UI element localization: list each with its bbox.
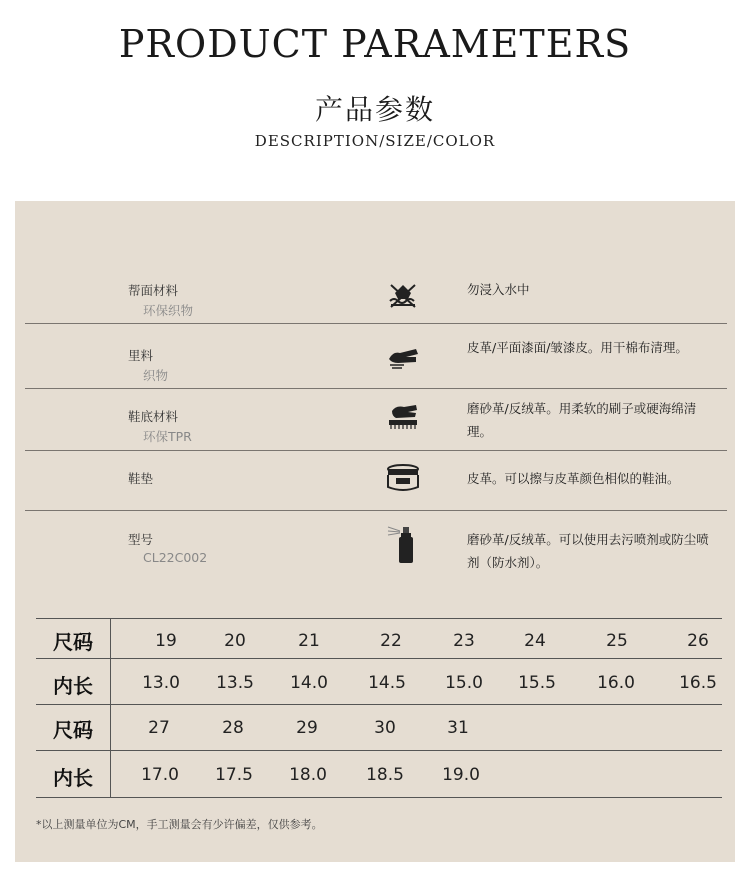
size-cell: 28 (222, 718, 244, 738)
param-label: 帮面材料 (128, 283, 179, 298)
size-cell: 30 (374, 718, 396, 738)
length-cell: 16.0 (597, 673, 635, 693)
spray-can-icon (386, 521, 420, 565)
length-cell: 18.5 (366, 765, 404, 785)
table-rule (36, 750, 722, 751)
measurement-note: *以上测量单位为CM，手工测量会有少许偏差，仅供参考。 (36, 818, 323, 831)
param-care: 磨砂革/反绒革。用柔软的刷子或硬海绵清理。 (467, 401, 697, 439)
divider (25, 450, 727, 451)
param-care: 皮革。可以擦与皮革颜色相似的鞋油。 (467, 471, 680, 486)
table-rule (36, 618, 722, 619)
param-care: 皮革/平面漆面/皱漆皮。用干棉布清理。 (467, 340, 688, 355)
parameters-panel (15, 201, 735, 862)
length-cell: 13.5 (216, 673, 254, 693)
divider (25, 388, 727, 389)
shoe-polish-icon (386, 463, 420, 493)
param-value: 环保织物 (143, 303, 194, 318)
size-cell: 31 (447, 718, 469, 738)
table-column-rule (110, 618, 111, 797)
param-label: 鞋垫 (128, 471, 154, 486)
length-cell: 19.0 (442, 765, 480, 785)
param-value: CL22C002 (143, 550, 208, 565)
size-cell: 26 (687, 631, 709, 651)
divider (25, 323, 727, 324)
size-cell: 19 (155, 631, 177, 651)
size-header: 尺码 (53, 718, 93, 742)
table-rule (36, 704, 722, 705)
param-label: 型号 (128, 532, 154, 547)
cloth-wipe-icon (386, 341, 420, 371)
size-cell: 29 (296, 718, 318, 738)
length-cell: 16.5 (679, 673, 717, 693)
length-header: 内长 (53, 674, 93, 698)
length-header: 内长 (53, 766, 93, 790)
param-care: 勿浸入水中 (467, 282, 530, 297)
length-cell: 14.5 (368, 673, 406, 693)
size-cell: 25 (606, 631, 628, 651)
length-cell: 14.0 (290, 673, 328, 693)
length-cell: 13.0 (142, 673, 180, 693)
size-cell: 27 (148, 718, 170, 738)
param-label: 鞋底材料 (128, 409, 179, 424)
size-cell: 22 (380, 631, 402, 651)
length-cell: 15.0 (445, 673, 483, 693)
length-cell: 15.5 (518, 673, 556, 693)
param-label: 里料 (128, 348, 154, 363)
subtitle: DESCRIPTION/SIZE/COLOR (254, 132, 496, 150)
table-rule (36, 658, 722, 659)
brush-icon (386, 401, 420, 431)
size-cell: 21 (298, 631, 320, 651)
divider (25, 510, 727, 511)
param-value: 织物 (143, 368, 169, 383)
no-soak-water-icon (386, 279, 420, 309)
length-cell: 17.0 (141, 765, 179, 785)
size-cell: 23 (453, 631, 475, 651)
header (0, 0, 750, 200)
length-cell: 18.0 (289, 765, 327, 785)
title-cn: 产品参数 (314, 93, 435, 126)
title-en: PRODUCT PARAMETERS (118, 22, 632, 66)
param-value: 环保TPR (143, 429, 192, 444)
size-cell: 20 (224, 631, 246, 651)
param-care: 磨砂革/反绒革。可以使用去污喷剂或防尘喷剂（防水剂）。 (467, 532, 709, 570)
table-rule (36, 797, 722, 798)
length-cell: 17.5 (215, 765, 253, 785)
size-cell: 24 (524, 631, 546, 651)
size-header: 尺码 (53, 630, 93, 654)
